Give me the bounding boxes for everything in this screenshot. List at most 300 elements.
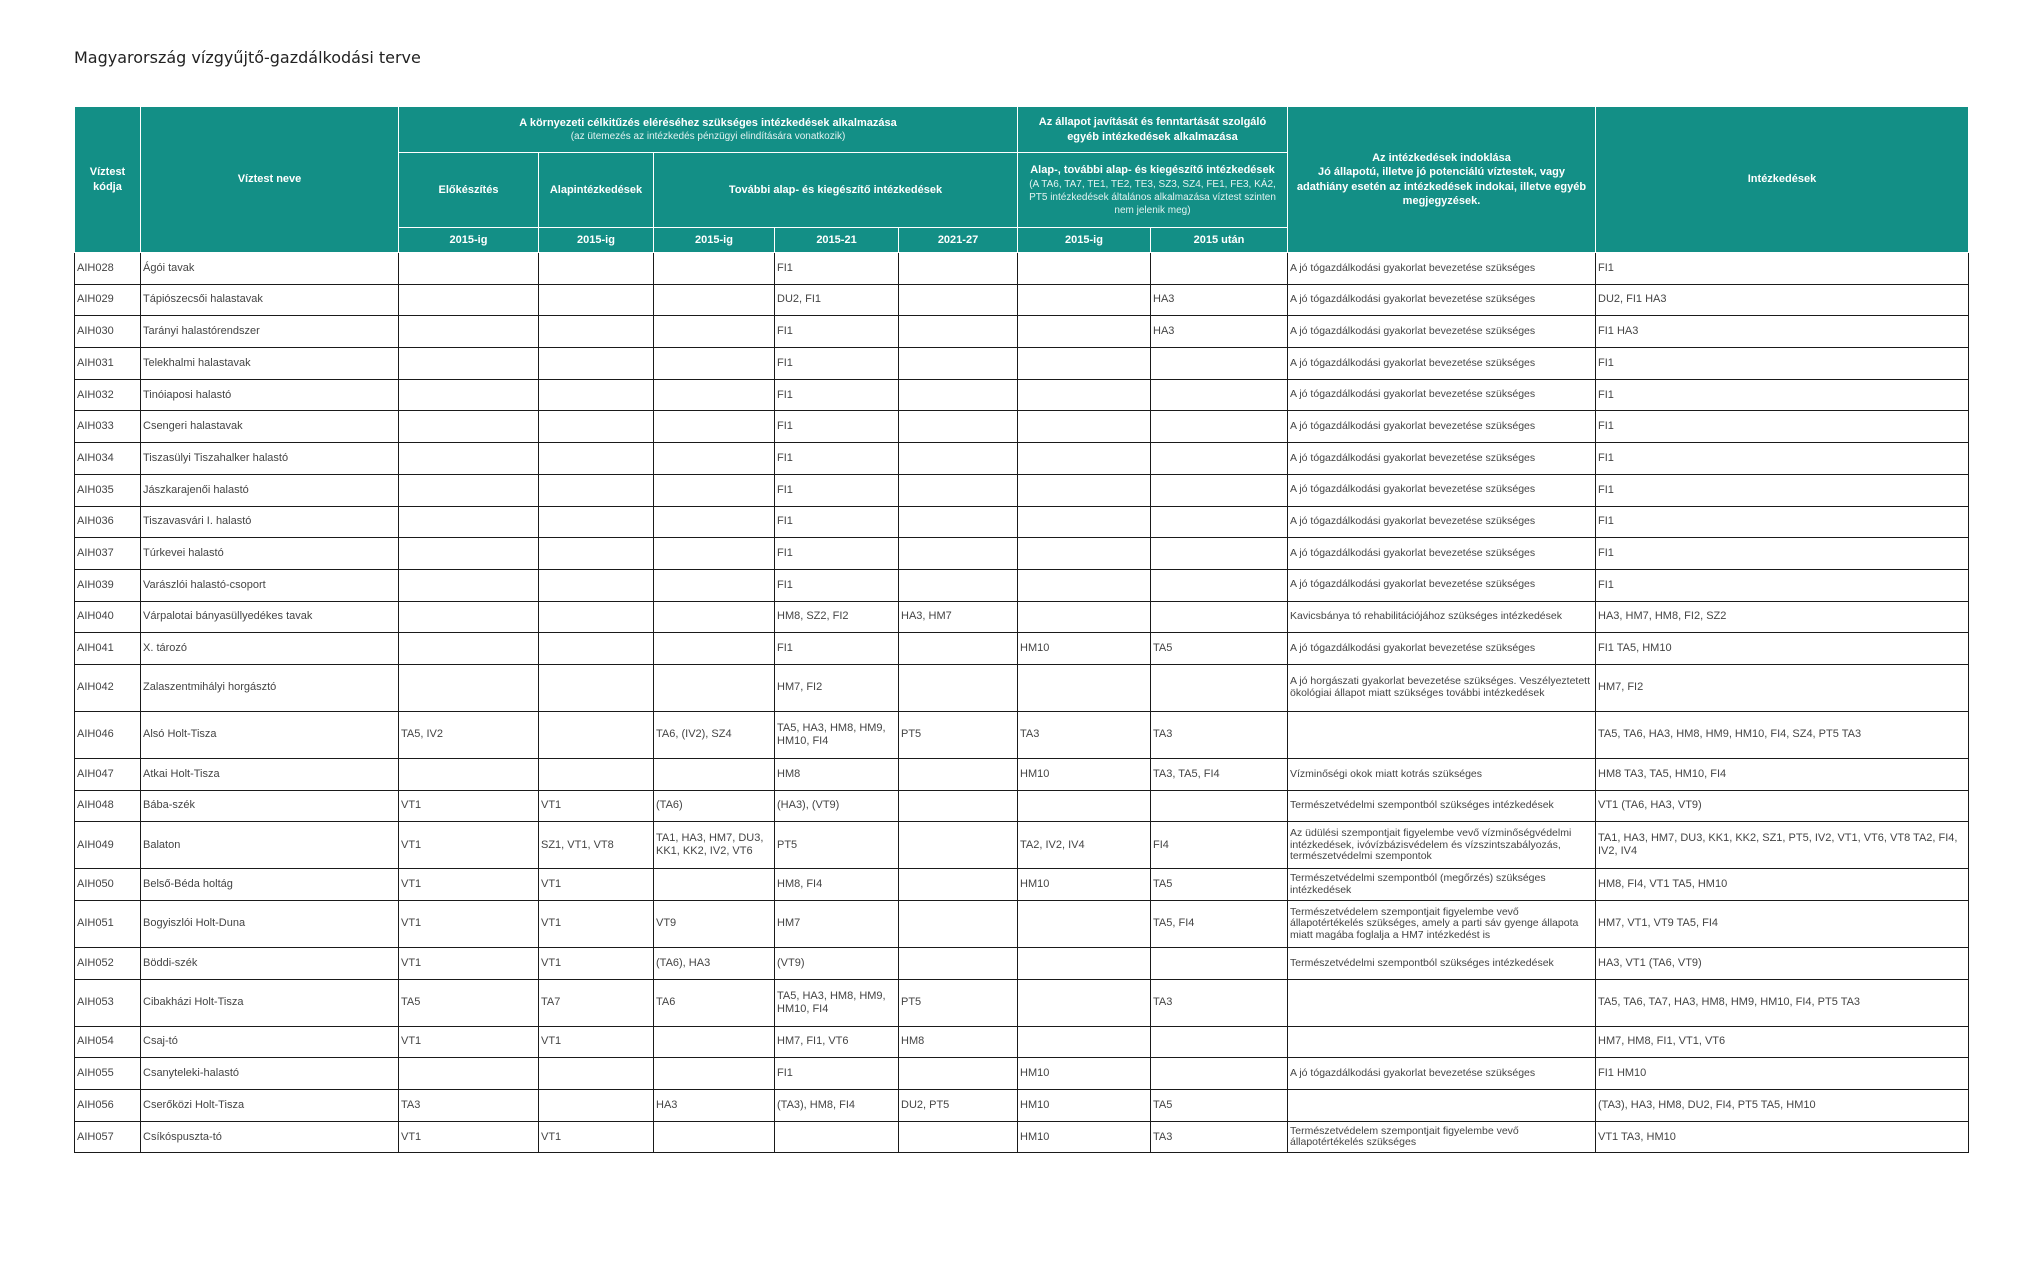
cell-justification: Természetvédelem szempontjait figyelembe vevő állapotértékelés szükséges <box>1288 1121 1596 1153</box>
cell-further-2015-21 <box>775 1121 899 1153</box>
cell-other-2015 <box>1018 569 1151 601</box>
cell-further-2015-21: (VT9) <box>775 948 899 980</box>
cell-name: Varászlói halastó-csoport <box>141 569 399 601</box>
cell-preparation <box>399 316 539 348</box>
cell-further-2021-27 <box>899 348 1018 380</box>
cell-further-2015-21: FI1 <box>775 569 899 601</box>
cell-further-2021-27 <box>899 664 1018 711</box>
cell-further-2015 <box>654 1121 775 1153</box>
cell-further-2015: VT9 <box>654 901 775 948</box>
cell-measures: TA1, HA3, HM7, DU3, KK1, KK2, SZ1, PT5, IV2, VT1, VT6, VT8 TA2, FI4, IV2, IV4 <box>1596 822 1969 869</box>
table-row <box>75 284 1969 316</box>
cell-further-2015 <box>654 664 775 711</box>
cell-justification: Természetvédelmi szempontból (megőrzés) szükséges intézkedések <box>1288 869 1596 901</box>
cell-further-2021-27 <box>899 822 1018 869</box>
cell-justification: A jó horgászati gyakorlat bevezetése szükséges. Veszélyeztetett ökológiai állapot miatt szükséges további intézkedések <box>1288 664 1596 711</box>
cell-measures: TA5, TA6, HA3, HM8, HM9, HM10, FI4, SZ4, PT5 TA3 <box>1596 711 1969 758</box>
cell-code: AIH051 <box>75 901 141 948</box>
cell-measures: HA3, HM7, HM8, FI2, SZ2 <box>1596 601 1969 633</box>
col-header-basic: Alapintézkedések <box>539 153 654 228</box>
cell-basic: VT1 <box>539 1121 654 1153</box>
cell-further-2015-21: FI1 <box>775 443 899 475</box>
cell-basic <box>539 664 654 711</box>
cell-basic <box>539 538 654 570</box>
cell-measures: FI1 HA3 <box>1596 316 1969 348</box>
table-row <box>75 979 1969 1026</box>
cell-name: Bába-szék <box>141 790 399 822</box>
cell-other-after-2015 <box>1151 348 1288 380</box>
cell-name: Tiszavasvári I. halastó <box>141 506 399 538</box>
cell-measures: HM8, FI4, VT1 TA5, HM10 <box>1596 869 1969 901</box>
cell-measures: VT1 (TA6, HA3, VT9) <box>1596 790 1969 822</box>
cell-further-2021-27: DU2, PT5 <box>899 1090 1018 1122</box>
table-row <box>75 411 1969 443</box>
cell-preparation: TA5, IV2 <box>399 711 539 758</box>
period-other-2015: 2015-ig <box>1018 228 1151 253</box>
cell-preparation: VT1 <box>399 822 539 869</box>
cell-further-2021-27 <box>899 1058 1018 1090</box>
cell-other-after-2015: TA5, FI4 <box>1151 901 1288 948</box>
cell-further-2015-21: HM8, SZ2, FI2 <box>775 601 899 633</box>
cell-name: Belső-Béda holtág <box>141 869 399 901</box>
cell-further-2015 <box>654 411 775 443</box>
cell-further-2015-21: FI1 <box>775 253 899 285</box>
cell-basic <box>539 253 654 285</box>
cell-justification: Kavicsbánya tó rehabilitációjához szükséges intézkedések <box>1288 601 1596 633</box>
cell-measures: TA5, TA6, TA7, HA3, HM8, HM9, HM10, FI4, PT5 TA3 <box>1596 979 1969 1026</box>
cell-further-2021-27 <box>899 411 1018 443</box>
cell-basic <box>539 1058 654 1090</box>
cell-basic <box>539 601 654 633</box>
cell-preparation <box>399 411 539 443</box>
cell-code: AIH035 <box>75 474 141 506</box>
cell-basic <box>539 443 654 475</box>
cell-other-2015 <box>1018 474 1151 506</box>
cell-further-2015-21: HM7, FI1, VT6 <box>775 1026 899 1058</box>
cell-further-2021-27 <box>899 253 1018 285</box>
cell-code: AIH057 <box>75 1121 141 1153</box>
cell-code: AIH048 <box>75 790 141 822</box>
cell-justification: A jó tógazdálkodási gyakorlat bevezetése szükséges <box>1288 1058 1596 1090</box>
cell-further-2015 <box>654 601 775 633</box>
cell-further-2021-27 <box>899 443 1018 475</box>
cell-preparation <box>399 664 539 711</box>
cell-preparation <box>399 1058 539 1090</box>
cell-name: Ágói tavak <box>141 253 399 285</box>
cell-further-2015-21: FI1 <box>775 474 899 506</box>
cell-code: AIH053 <box>75 979 141 1026</box>
col-header-measures: Intézkedések <box>1596 107 1969 253</box>
cell-measures: FI1 <box>1596 506 1969 538</box>
table-row <box>75 443 1969 475</box>
cell-other-2015 <box>1018 253 1151 285</box>
cell-further-2015 <box>654 348 775 380</box>
cell-measures: (TA3), HA3, HM8, DU2, FI4, PT5 TA5, HM10 <box>1596 1090 1969 1122</box>
cell-justification: A jó tógazdálkodási gyakorlat bevezetése szükséges <box>1288 474 1596 506</box>
cell-code: AIH032 <box>75 379 141 411</box>
cell-preparation <box>399 601 539 633</box>
col-header-name: Víztest neve <box>141 107 399 253</box>
col-header-justification <box>1288 107 1596 253</box>
cell-justification <box>1288 1090 1596 1122</box>
cell-other-2015 <box>1018 790 1151 822</box>
cell-justification: A jó tógazdálkodási gyakorlat bevezetése szükséges <box>1288 316 1596 348</box>
cell-further-2021-27: HA3, HM7 <box>899 601 1018 633</box>
cell-further-2015: (TA6) <box>654 790 775 822</box>
cell-further-2015-21: HM8 <box>775 758 899 790</box>
table-row <box>75 569 1969 601</box>
cell-other-2015 <box>1018 664 1151 711</box>
cell-name: Balaton <box>141 822 399 869</box>
cell-name: Bogyiszlói Holt-Duna <box>141 901 399 948</box>
cell-other-after-2015 <box>1151 948 1288 980</box>
cell-other-2015: HM10 <box>1018 758 1151 790</box>
measures-table <box>74 106 1969 1153</box>
cell-name: Böddi-szék <box>141 948 399 980</box>
cell-further-2015-21: TA5, HA3, HM8, HM9, HM10, FI4 <box>775 711 899 758</box>
cell-other-2015: TA2, IV2, IV4 <box>1018 822 1151 869</box>
cell-preparation <box>399 569 539 601</box>
cell-basic: SZ1, VT1, VT8 <box>539 822 654 869</box>
cell-code: AIH031 <box>75 348 141 380</box>
cell-further-2015: (TA6), HA3 <box>654 948 775 980</box>
table-row <box>75 1121 1969 1153</box>
group-subtitle: (az ütemezés az intézkedés pénzügyi elindítására vonatkozik) <box>570 131 846 143</box>
cell-code: AIH029 <box>75 284 141 316</box>
cell-further-2015-21: DU2, FI1 <box>775 284 899 316</box>
cell-other-after-2015: TA5 <box>1151 869 1288 901</box>
cell-measures: FI1 TA5, HM10 <box>1596 633 1969 665</box>
cell-other-2015 <box>1018 601 1151 633</box>
cell-preparation: VT1 <box>399 869 539 901</box>
cell-further-2015 <box>654 538 775 570</box>
cell-code: AIH040 <box>75 601 141 633</box>
cell-justification: Természetvédelmi szempontból szükséges intézkedések <box>1288 790 1596 822</box>
cell-justification: A jó tógazdálkodási gyakorlat bevezetése szükséges <box>1288 348 1596 380</box>
cell-name: X. tározó <box>141 633 399 665</box>
cell-measures: FI1 HM10 <box>1596 1058 1969 1090</box>
cell-further-2021-27 <box>899 538 1018 570</box>
cell-justification: A jó tógazdálkodási gyakorlat bevezetése szükséges <box>1288 538 1596 570</box>
cell-further-2015 <box>654 253 775 285</box>
cell-basic <box>539 711 654 758</box>
cell-code: AIH052 <box>75 948 141 980</box>
cell-code: AIH037 <box>75 538 141 570</box>
cell-justification: A jó tógazdálkodási gyakorlat bevezetése szükséges <box>1288 506 1596 538</box>
cell-further-2015-21: HM7, FI2 <box>775 664 899 711</box>
cell-further-2015 <box>654 506 775 538</box>
cell-measures: HA3, VT1 (TA6, VT9) <box>1596 948 1969 980</box>
cell-other-after-2015 <box>1151 474 1288 506</box>
cell-further-2015-21: FI1 <box>775 538 899 570</box>
cell-other-after-2015 <box>1151 253 1288 285</box>
cell-other-2015: HM10 <box>1018 1121 1151 1153</box>
cell-basic <box>539 348 654 380</box>
cell-name: Tiszasülyi Tiszahalker halastó <box>141 443 399 475</box>
cell-name: Túrkevei halastó <box>141 538 399 570</box>
cell-justification: A jó tógazdálkodási gyakorlat bevezetése szükséges <box>1288 411 1596 443</box>
cell-basic <box>539 379 654 411</box>
cell-further-2015-21: HM7 <box>775 901 899 948</box>
table-row <box>75 664 1969 711</box>
cell-further-2021-27 <box>899 1121 1018 1153</box>
cell-code: AIH050 <box>75 869 141 901</box>
cell-justification: Az üdülési szempontjait figyelembe vevő vízminőségvédelmi intézkedések, ivóvízbázisvédelem és vízszintszabályozás, természetvédelmi szempontok <box>1288 822 1596 869</box>
cell-preparation <box>399 379 539 411</box>
table-row <box>75 901 1969 948</box>
cell-further-2015-21: FI1 <box>775 348 899 380</box>
cell-justification: A jó tógazdálkodási gyakorlat bevezetése szükséges <box>1288 284 1596 316</box>
cell-name: Tápiószecsői halastavak <box>141 284 399 316</box>
cell-measures: VT1 TA3, HM10 <box>1596 1121 1969 1153</box>
cell-further-2015-21: FI1 <box>775 1058 899 1090</box>
cell-code: AIH028 <box>75 253 141 285</box>
cell-measures: FI1 <box>1596 538 1969 570</box>
justification-title: Az intézkedések indoklása <box>1372 151 1511 164</box>
other-sub-title: Alap-, további alap- és kiegészítő intézkedések <box>1030 164 1275 177</box>
justification-subtitle: Jó állapotú, illetve jó potenciálú víztestek, vagy adathiány esetén az intézkedések indokai, illetve egyéb megjegyzések. <box>1296 166 1587 207</box>
cell-code: AIH047 <box>75 758 141 790</box>
cell-further-2015-21: FI1 <box>775 379 899 411</box>
cell-other-2015 <box>1018 284 1151 316</box>
cell-justification <box>1288 711 1596 758</box>
cell-basic <box>539 474 654 506</box>
cell-further-2015: TA6, (IV2), SZ4 <box>654 711 775 758</box>
col-header-other-sub <box>1018 153 1288 228</box>
cell-further-2015 <box>654 633 775 665</box>
cell-further-2015-21: FI1 <box>775 411 899 443</box>
cell-measures: HM8 TA3, TA5, HM10, FI4 <box>1596 758 1969 790</box>
table-row <box>75 253 1969 285</box>
cell-other-2015: TA3 <box>1018 711 1151 758</box>
cell-further-2015-21: (HA3), (VT9) <box>775 790 899 822</box>
cell-other-after-2015: FI4 <box>1151 822 1288 869</box>
cell-further-2021-27 <box>899 948 1018 980</box>
cell-code: AIH033 <box>75 411 141 443</box>
cell-preparation <box>399 633 539 665</box>
cell-name: Tinóiaposi halastó <box>141 379 399 411</box>
cell-further-2015 <box>654 758 775 790</box>
other-sub-note: (A TA6, TA7, TE1, TE2, TE3, SZ3, SZ4, FE1, FE3, KÁ2, PT5 intézkedések általános alkalmazása víztest szinten nem jelenik meg) <box>1029 178 1276 216</box>
cell-other-after-2015 <box>1151 601 1288 633</box>
cell-basic: TA7 <box>539 979 654 1026</box>
cell-other-2015 <box>1018 316 1151 348</box>
cell-further-2021-27 <box>899 474 1018 506</box>
period-further-2015-21: 2015-21 <box>775 228 899 253</box>
group-title: A környezeti célkitűzés eléréséhez szükséges intézkedések alkalmazása <box>519 116 897 129</box>
cell-preparation: TA3 <box>399 1090 539 1122</box>
cell-other-after-2015: TA5 <box>1151 633 1288 665</box>
cell-further-2015-21: FI1 <box>775 316 899 348</box>
cell-code: AIH041 <box>75 633 141 665</box>
cell-preparation <box>399 348 539 380</box>
cell-basic <box>539 1090 654 1122</box>
cell-name: Várpalotai bányasüllyedékes tavak <box>141 601 399 633</box>
col-header-preparation: Előkészítés <box>399 153 539 228</box>
group-header-other: Az állapot javítását és fenntartását szolgáló egyéb intézkedések alkalmazása <box>1018 107 1288 153</box>
cell-other-2015: HM10 <box>1018 869 1151 901</box>
cell-preparation <box>399 538 539 570</box>
cell-preparation <box>399 506 539 538</box>
cell-preparation: VT1 <box>399 790 539 822</box>
cell-justification: A jó tógazdálkodási gyakorlat bevezetése szükséges <box>1288 443 1596 475</box>
cell-further-2015 <box>654 869 775 901</box>
cell-further-2015: TA6 <box>654 979 775 1026</box>
cell-further-2015: HA3 <box>654 1090 775 1122</box>
cell-other-after-2015: TA3, TA5, FI4 <box>1151 758 1288 790</box>
cell-further-2021-27 <box>899 506 1018 538</box>
cell-code: AIH042 <box>75 664 141 711</box>
cell-preparation <box>399 443 539 475</box>
table-row <box>75 633 1969 665</box>
cell-further-2015 <box>654 379 775 411</box>
cell-other-after-2015: TA3 <box>1151 711 1288 758</box>
table-row <box>75 601 1969 633</box>
table-row <box>75 1026 1969 1058</box>
cell-other-after-2015 <box>1151 538 1288 570</box>
cell-other-after-2015 <box>1151 1058 1288 1090</box>
cell-further-2015: TA1, HA3, HM7, DU3, KK1, KK2, IV2, VT6 <box>654 822 775 869</box>
col-header-further: További alap- és kiegészítő intézkedések <box>654 153 1018 228</box>
cell-measures: FI1 <box>1596 443 1969 475</box>
period-further-2021-27: 2021-27 <box>899 228 1018 253</box>
cell-further-2015 <box>654 1058 775 1090</box>
cell-name: Jászkarajenői halastó <box>141 474 399 506</box>
cell-other-2015: HM10 <box>1018 1058 1151 1090</box>
cell-code: AIH039 <box>75 569 141 601</box>
document-title: Magyarország vízgyűjtő-gazdálkodási terve <box>74 48 421 67</box>
cell-measures: FI1 <box>1596 569 1969 601</box>
table-row <box>75 869 1969 901</box>
cell-further-2015-21: (TA3), HM8, FI4 <box>775 1090 899 1122</box>
cell-other-after-2015: TA3 <box>1151 979 1288 1026</box>
cell-justification: A jó tógazdálkodási gyakorlat bevezetése szükséges <box>1288 569 1596 601</box>
table-row <box>75 948 1969 980</box>
cell-measures: HM7, FI2 <box>1596 664 1969 711</box>
cell-justification <box>1288 1026 1596 1058</box>
table-row <box>75 348 1969 380</box>
cell-further-2021-27 <box>899 284 1018 316</box>
cell-measures: HM7, HM8, FI1, VT1, VT6 <box>1596 1026 1969 1058</box>
cell-further-2015-21: TA5, HA3, HM8, HM9, HM10, FI4 <box>775 979 899 1026</box>
cell-name: Tarányi halastórendszer <box>141 316 399 348</box>
cell-name: Csengeri halastavak <box>141 411 399 443</box>
cell-justification: A jó tógazdálkodási gyakorlat bevezetése szükséges <box>1288 633 1596 665</box>
cell-further-2021-27 <box>899 379 1018 411</box>
cell-further-2015-21: FI1 <box>775 633 899 665</box>
cell-other-2015: HM10 <box>1018 1090 1151 1122</box>
cell-measures: DU2, FI1 HA3 <box>1596 284 1969 316</box>
cell-other-2015 <box>1018 1026 1151 1058</box>
cell-justification: Természetvédelem szempontjait figyelembe vevő állapotértékelés szükséges, amely a parti sáv gyenge állapota miatt magába foglalja a HM7 intézkedést is <box>1288 901 1596 948</box>
cell-other-2015 <box>1018 979 1151 1026</box>
cell-other-after-2015 <box>1151 379 1288 411</box>
cell-further-2021-27 <box>899 869 1018 901</box>
cell-other-after-2015 <box>1151 790 1288 822</box>
cell-other-after-2015: HA3 <box>1151 284 1288 316</box>
cell-preparation: VT1 <box>399 948 539 980</box>
cell-further-2015 <box>654 1026 775 1058</box>
cell-further-2015-21: HM8, FI4 <box>775 869 899 901</box>
cell-further-2015 <box>654 316 775 348</box>
cell-further-2021-27 <box>899 901 1018 948</box>
cell-measures: FI1 <box>1596 348 1969 380</box>
cell-other-after-2015 <box>1151 569 1288 601</box>
cell-further-2021-27: PT5 <box>899 979 1018 1026</box>
cell-justification: Természetvédelmi szempontból szükséges intézkedések <box>1288 948 1596 980</box>
table-row <box>75 1058 1969 1090</box>
cell-other-2015 <box>1018 506 1151 538</box>
cell-name: Zalaszentmihályi horgásztó <box>141 664 399 711</box>
cell-other-after-2015 <box>1151 443 1288 475</box>
cell-other-after-2015: TA5 <box>1151 1090 1288 1122</box>
cell-basic <box>539 506 654 538</box>
table-row <box>75 790 1969 822</box>
cell-preparation <box>399 253 539 285</box>
cell-justification: A jó tógazdálkodási gyakorlat bevezetése szükséges <box>1288 379 1596 411</box>
cell-further-2015-21: FI1 <box>775 506 899 538</box>
cell-measures: HM7, VT1, VT9 TA5, FI4 <box>1596 901 1969 948</box>
period-prep-2015: 2015-ig <box>399 228 539 253</box>
cell-other-2015 <box>1018 538 1151 570</box>
cell-further-2021-27 <box>899 790 1018 822</box>
cell-measures: FI1 <box>1596 411 1969 443</box>
cell-preparation: TA5 <box>399 979 539 1026</box>
cell-other-2015 <box>1018 948 1151 980</box>
cell-further-2015 <box>654 569 775 601</box>
cell-code: AIH030 <box>75 316 141 348</box>
cell-name: Csaj-tó <box>141 1026 399 1058</box>
cell-name: Cibakházi Holt-Tisza <box>141 979 399 1026</box>
cell-basic <box>539 316 654 348</box>
cell-code: AIH054 <box>75 1026 141 1058</box>
table-row <box>75 1090 1969 1122</box>
cell-name: Csíkóspuszta-tó <box>141 1121 399 1153</box>
cell-code: AIH034 <box>75 443 141 475</box>
cell-other-2015 <box>1018 379 1151 411</box>
cell-other-after-2015 <box>1151 506 1288 538</box>
cell-other-after-2015 <box>1151 411 1288 443</box>
cell-basic <box>539 411 654 443</box>
cell-basic <box>539 569 654 601</box>
cell-name: Alsó Holt-Tisza <box>141 711 399 758</box>
cell-preparation <box>399 284 539 316</box>
cell-other-after-2015: HA3 <box>1151 316 1288 348</box>
table-row <box>75 758 1969 790</box>
cell-measures: FI1 <box>1596 379 1969 411</box>
cell-name: Atkai Holt-Tisza <box>141 758 399 790</box>
period-further-2015: 2015-ig <box>654 228 775 253</box>
cell-preparation <box>399 474 539 506</box>
cell-basic <box>539 284 654 316</box>
cell-further-2021-27 <box>899 316 1018 348</box>
cell-preparation <box>399 758 539 790</box>
table-row <box>75 822 1969 869</box>
cell-further-2021-27 <box>899 633 1018 665</box>
cell-preparation: VT1 <box>399 1026 539 1058</box>
cell-other-2015 <box>1018 411 1151 443</box>
cell-other-2015 <box>1018 901 1151 948</box>
cell-other-2015 <box>1018 443 1151 475</box>
cell-preparation: VT1 <box>399 901 539 948</box>
period-other-after-2015: 2015 után <box>1151 228 1288 253</box>
table-body <box>75 253 1969 1153</box>
cell-preparation: VT1 <box>399 1121 539 1153</box>
table-row <box>75 474 1969 506</box>
cell-basic: VT1 <box>539 790 654 822</box>
cell-code: AIH056 <box>75 1090 141 1122</box>
cell-name: Cserőközi Holt-Tisza <box>141 1090 399 1122</box>
